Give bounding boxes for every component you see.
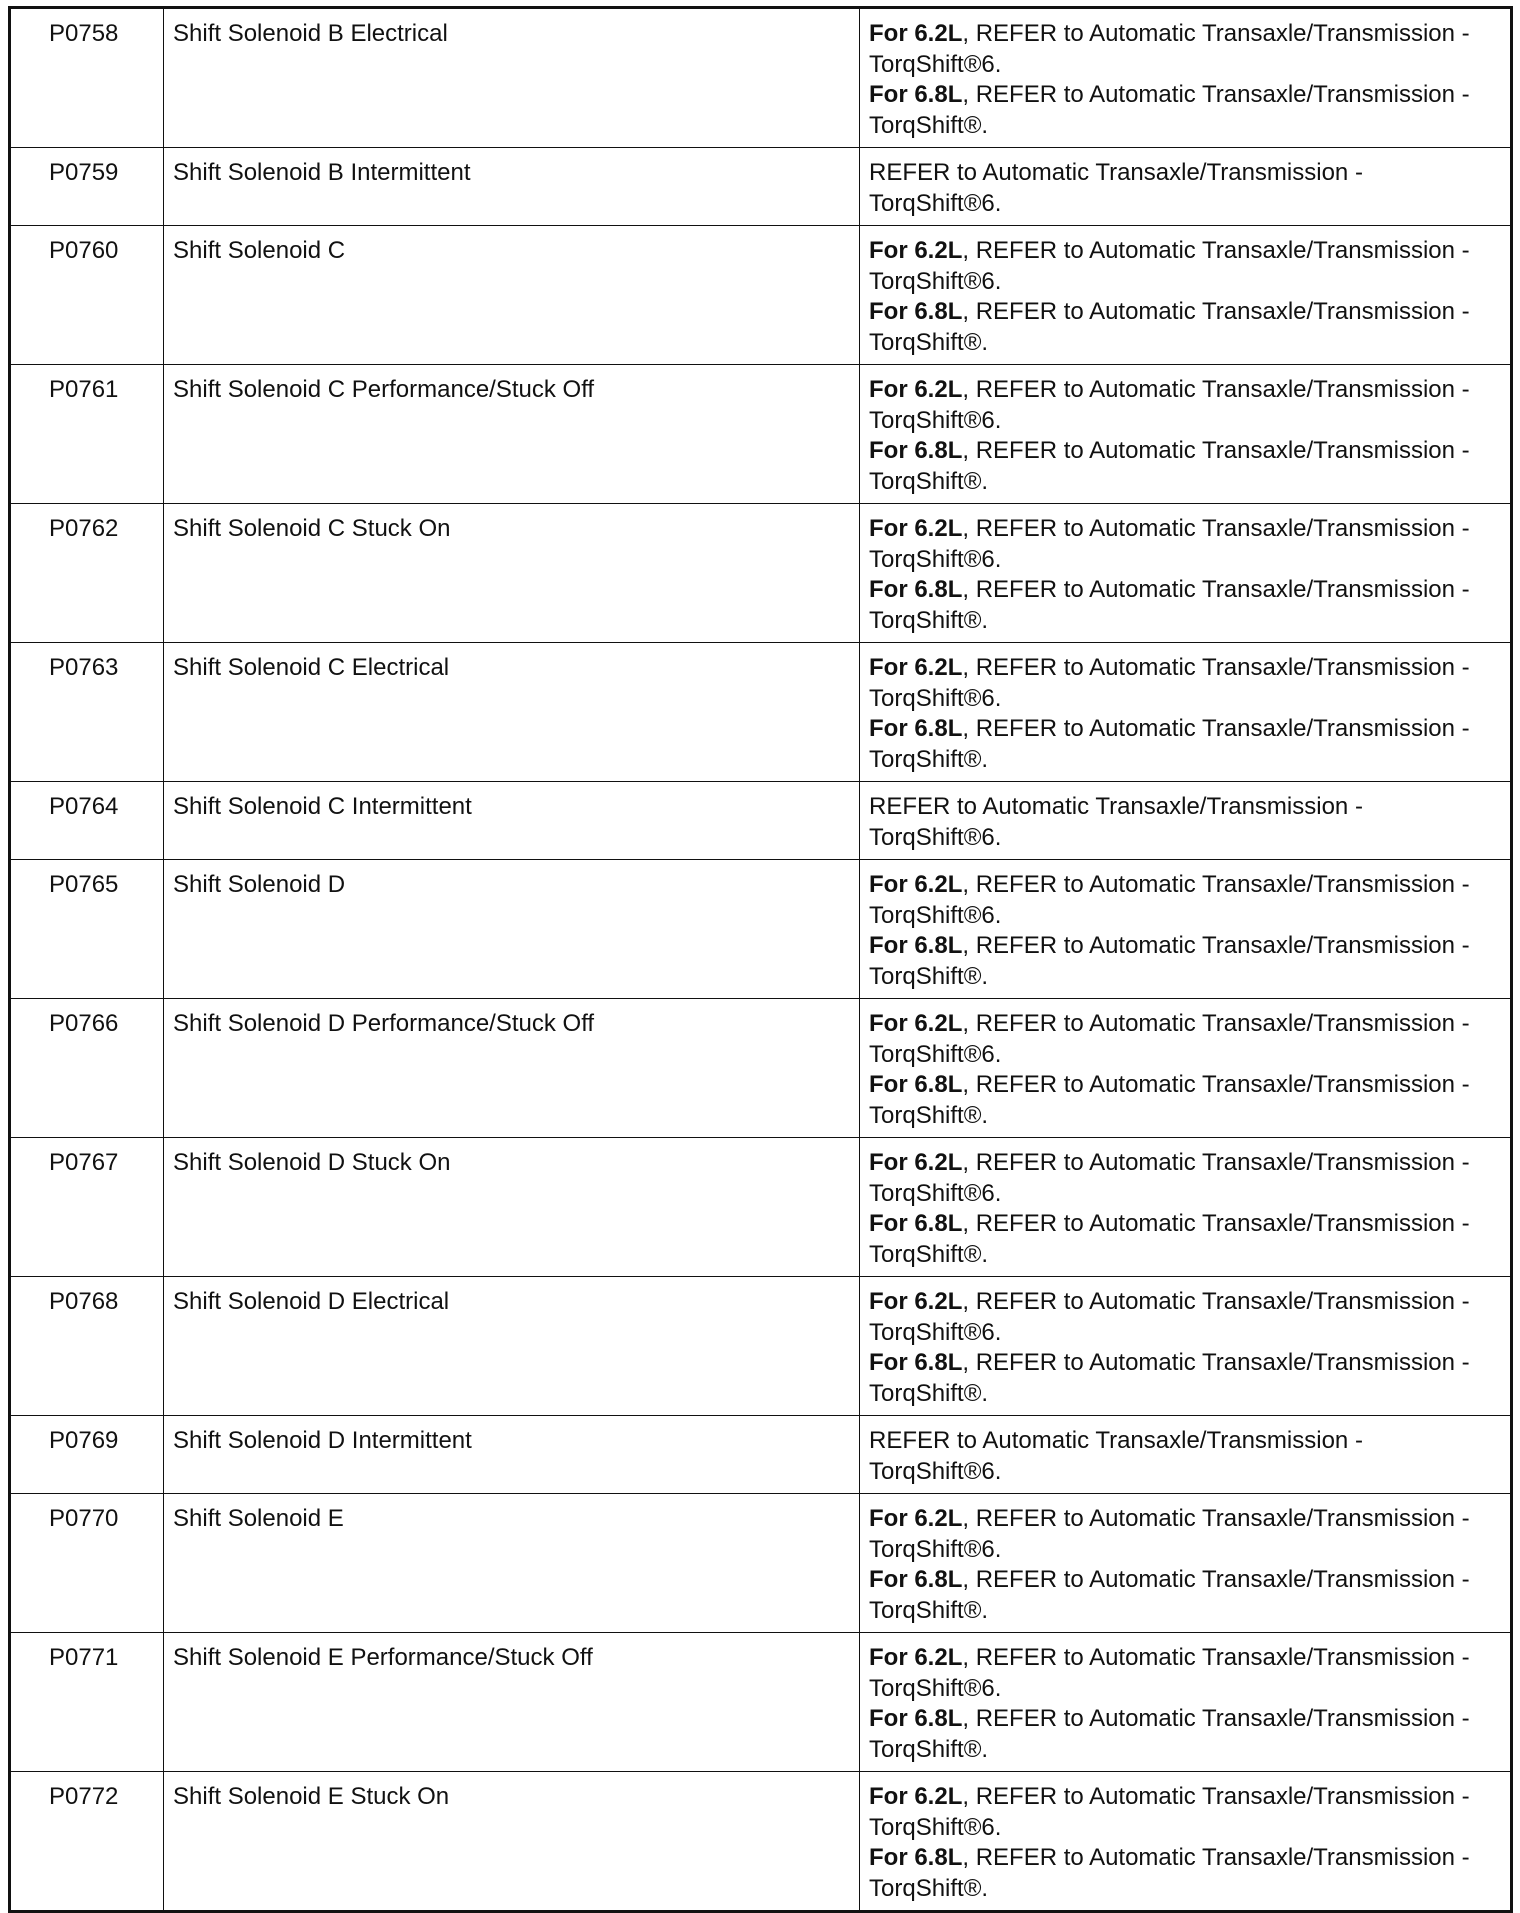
action-cell (860, 1494, 1512, 1633)
engine-label: For 6.8L (869, 1349, 963, 1376)
engine-label: For 6.8L (869, 1210, 963, 1237)
action-line (869, 1209, 1501, 1240)
engine-label: For 6.2L (869, 1505, 963, 1532)
engine-label: For 6.2L (869, 20, 963, 47)
dtc-code: P0770 (10, 1494, 164, 1633)
torqshift-text: TorqShift®. (869, 1379, 989, 1407)
action-cell (860, 1138, 1512, 1277)
action-line (869, 714, 1501, 745)
dtc-description: Shift Solenoid E (164, 1494, 860, 1633)
engine-label: For 6.8L (869, 576, 963, 603)
torqshift-text: TorqShift®. (869, 1874, 989, 1902)
action-line (869, 1009, 1501, 1040)
torqshift-6-text: TorqShift®6. (869, 1457, 1002, 1485)
dtc-description: Shift Solenoid C Electrical (164, 643, 860, 782)
action-line (869, 1782, 1501, 1813)
engine-label: For 6.8L (869, 1071, 963, 1098)
torqshift-6-text: TorqShift®6. (869, 406, 1002, 434)
torqshift-6-text: TorqShift®6. (869, 189, 1002, 217)
dtc-description: Shift Solenoid D Intermittent (164, 1416, 860, 1494)
action-line (869, 80, 1501, 111)
dtc-description: Shift Solenoid D Stuck On (164, 1138, 860, 1277)
action-line (869, 1348, 1501, 1379)
refer-text: , REFER to Automatic Transaxle/Transmission - (962, 515, 1470, 542)
engine-label: For 6.8L (869, 1844, 963, 1871)
refer-text: , REFER to Automatic Transaxle/Transmission - (962, 298, 1470, 325)
dtc-code: P0768 (10, 1277, 164, 1416)
table-row (10, 148, 1512, 226)
refer-text: REFER to Automatic Transaxle/Transmission - (869, 1427, 1363, 1454)
dtc-description: Shift Solenoid C Performance/Stuck Off (164, 365, 860, 504)
refer-text: , REFER to Automatic Transaxle/Transmission - (962, 576, 1470, 603)
refer-text: , REFER to Automatic Transaxle/Transmission - (962, 715, 1470, 742)
action-line (869, 1704, 1501, 1735)
dtc-description: Shift Solenoid E Performance/Stuck Off (164, 1633, 860, 1772)
torqshift-text: TorqShift®. (869, 1101, 989, 1129)
dtc-description: Shift Solenoid D Performance/Stuck Off (164, 999, 860, 1138)
refer-text: , REFER to Automatic Transaxle/Transmission - (962, 20, 1470, 47)
table-row (10, 8, 1512, 148)
action-line (869, 236, 1501, 267)
torqshift-text: TorqShift®. (869, 962, 989, 990)
engine-label: For 6.8L (869, 1705, 963, 1732)
engine-label: For 6.2L (869, 654, 963, 681)
engine-label: For 6.2L (869, 1010, 963, 1037)
action-line (869, 514, 1501, 545)
refer-text: , REFER to Automatic Transaxle/Transmission - (962, 437, 1470, 464)
dtc-description: Shift Solenoid D (164, 860, 860, 999)
dtc-table (8, 6, 1513, 1913)
refer-text: , REFER to Automatic Transaxle/Transmission - (962, 1210, 1470, 1237)
action-cell (860, 504, 1512, 643)
engine-label: For 6.8L (869, 932, 963, 959)
dtc-description: Shift Solenoid D Electrical (164, 1277, 860, 1416)
refer-text: , REFER to Automatic Transaxle/Transmission - (962, 1010, 1470, 1037)
action-cell (860, 782, 1512, 860)
torqshift-text: TorqShift®. (869, 745, 989, 773)
refer-text: , REFER to Automatic Transaxle/Transmission - (962, 1844, 1470, 1871)
action-line (869, 1504, 1501, 1535)
torqshift-text: TorqShift®. (869, 328, 989, 356)
refer-text: , REFER to Automatic Transaxle/Transmission - (962, 1566, 1470, 1593)
torqshift-6-text: TorqShift®6. (869, 1813, 1002, 1841)
refer-text: , REFER to Automatic Transaxle/Transmission - (962, 1783, 1470, 1810)
torqshift-6-text: TorqShift®6. (869, 684, 1002, 712)
table-row (10, 1277, 1512, 1416)
dtc-code: P0765 (10, 860, 164, 999)
action-line (869, 870, 1501, 901)
dtc-code: P0762 (10, 504, 164, 643)
torqshift-text: TorqShift®. (869, 606, 989, 634)
engine-label: For 6.2L (869, 376, 963, 403)
action-line (869, 931, 1501, 962)
refer-text: , REFER to Automatic Transaxle/Transmission - (962, 932, 1470, 959)
action-line (869, 1148, 1501, 1179)
action-cell (860, 8, 1512, 148)
torqshift-text: TorqShift®. (869, 467, 989, 495)
dtc-code: P0764 (10, 782, 164, 860)
action-cell (860, 999, 1512, 1138)
engine-label: For 6.8L (869, 298, 963, 325)
refer-text: , REFER to Automatic Transaxle/Transmission - (962, 237, 1470, 264)
refer-text: , REFER to Automatic Transaxle/Transmission - (962, 871, 1470, 898)
dtc-description: Shift Solenoid B Electrical (164, 8, 860, 148)
engine-label: For 6.8L (869, 81, 963, 108)
torqshift-6-text: TorqShift®6. (869, 50, 1002, 78)
action-line (869, 436, 1501, 467)
dtc-code: P0767 (10, 1138, 164, 1277)
engine-label: For 6.2L (869, 1783, 963, 1810)
action-cell (860, 1277, 1512, 1416)
dtc-code: P0769 (10, 1416, 164, 1494)
torqshift-text: TorqShift®. (869, 1735, 989, 1763)
dtc-description: Shift Solenoid C Intermittent (164, 782, 860, 860)
torqshift-6-text: TorqShift®6. (869, 1535, 1002, 1563)
torqshift-text: TorqShift®. (869, 111, 989, 139)
torqshift-6-text: TorqShift®6. (869, 267, 1002, 295)
torqshift-6-text: TorqShift®6. (869, 1179, 1002, 1207)
table-row (10, 1494, 1512, 1633)
torqshift-6-text: TorqShift®6. (869, 1318, 1002, 1346)
refer-text: , REFER to Automatic Transaxle/Transmission - (962, 1705, 1470, 1732)
action-line (869, 1565, 1501, 1596)
engine-label: For 6.2L (869, 1644, 963, 1671)
table-row (10, 1772, 1512, 1912)
refer-text: REFER to Automatic Transaxle/Transmission - (869, 793, 1363, 820)
refer-text: , REFER to Automatic Transaxle/Transmission - (962, 1071, 1470, 1098)
table-row (10, 1416, 1512, 1494)
torqshift-text: TorqShift®. (869, 1240, 989, 1268)
dtc-code: P0766 (10, 999, 164, 1138)
refer-text: , REFER to Automatic Transaxle/Transmission - (962, 1149, 1470, 1176)
engine-label: For 6.2L (869, 1149, 963, 1176)
table-row (10, 504, 1512, 643)
action-cell (860, 860, 1512, 999)
action-line (869, 1843, 1501, 1874)
torqshift-6-text: TorqShift®6. (869, 1674, 1002, 1702)
action-line (869, 1287, 1501, 1318)
action-line (869, 19, 1501, 50)
dtc-code: P0771 (10, 1633, 164, 1772)
dtc-code: P0759 (10, 148, 164, 226)
action-cell (860, 365, 1512, 504)
table-row (10, 999, 1512, 1138)
action-cell (860, 1772, 1512, 1912)
dtc-code: P0761 (10, 365, 164, 504)
dtc-code: P0763 (10, 643, 164, 782)
action-line (869, 1643, 1501, 1674)
engine-label: For 6.8L (869, 437, 963, 464)
dtc-code: P0772 (10, 1772, 164, 1912)
refer-text: , REFER to Automatic Transaxle/Transmission - (962, 654, 1470, 681)
dtc-table-body (10, 8, 1512, 1912)
torqshift-6-text: TorqShift®6. (869, 545, 1002, 573)
table-row (10, 782, 1512, 860)
dtc-description: Shift Solenoid B Intermittent (164, 148, 860, 226)
refer-text: , REFER to Automatic Transaxle/Transmission - (962, 81, 1470, 108)
table-row (10, 226, 1512, 365)
dtc-description: Shift Solenoid C (164, 226, 860, 365)
dtc-code: P0758 (10, 8, 164, 148)
dtc-description: Shift Solenoid C Stuck On (164, 504, 860, 643)
refer-text: , REFER to Automatic Transaxle/Transmission - (962, 1288, 1470, 1315)
action-line (869, 375, 1501, 406)
dtc-code: P0760 (10, 226, 164, 365)
torqshift-text: TorqShift®. (869, 1596, 989, 1624)
table-row (10, 1633, 1512, 1772)
torqshift-6-text: TorqShift®6. (869, 901, 1002, 929)
action-cell (860, 226, 1512, 365)
engine-label: For 6.8L (869, 1566, 963, 1593)
action-line (869, 297, 1501, 328)
refer-text: , REFER to Automatic Transaxle/Transmission - (962, 1644, 1470, 1671)
action-line (869, 1070, 1501, 1101)
action-line (869, 575, 1501, 606)
table-row (10, 1138, 1512, 1277)
action-cell (860, 643, 1512, 782)
action-cell (860, 148, 1512, 226)
torqshift-6-text: TorqShift®6. (869, 823, 1002, 851)
engine-label: For 6.2L (869, 871, 963, 898)
torqshift-6-text: TorqShift®6. (869, 1040, 1002, 1068)
refer-text: , REFER to Automatic Transaxle/Transmission - (962, 376, 1470, 403)
action-cell (860, 1633, 1512, 1772)
action-cell (860, 1416, 1512, 1494)
table-row (10, 643, 1512, 782)
action-line (869, 653, 1501, 684)
refer-text: , REFER to Automatic Transaxle/Transmission - (962, 1349, 1470, 1376)
table-row (10, 365, 1512, 504)
engine-label: For 6.8L (869, 715, 963, 742)
engine-label: For 6.2L (869, 237, 963, 264)
dtc-description: Shift Solenoid E Stuck On (164, 1772, 860, 1912)
engine-label: For 6.2L (869, 515, 963, 542)
table-row (10, 860, 1512, 999)
refer-text: , REFER to Automatic Transaxle/Transmission - (962, 1505, 1470, 1532)
refer-text: REFER to Automatic Transaxle/Transmission - (869, 159, 1363, 186)
engine-label: For 6.2L (869, 1288, 963, 1315)
